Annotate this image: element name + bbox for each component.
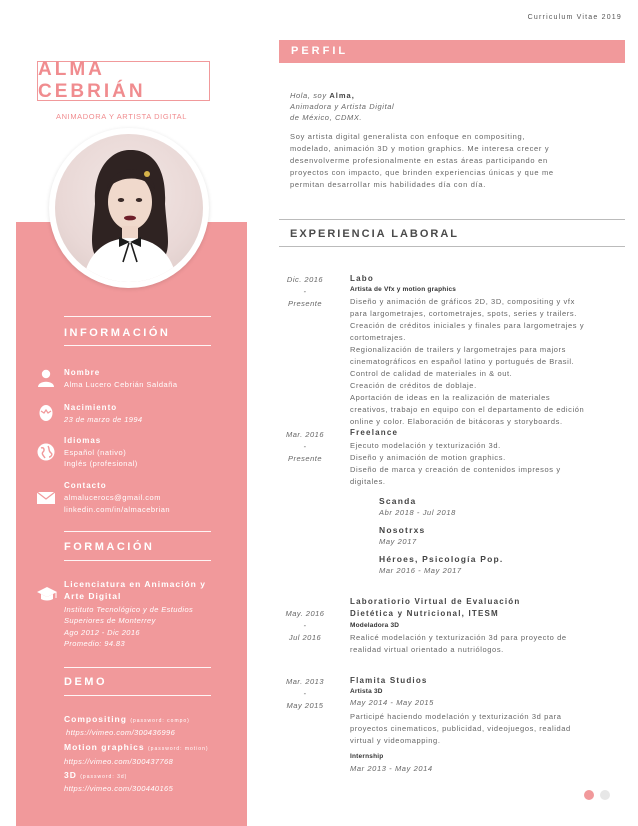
date-end: Presente — [287, 299, 323, 308]
job-flamita-role-2-date: Mar 2013 - May 2014 — [350, 764, 433, 773]
job-flamita-role-date: May 2014 - May 2015 — [350, 698, 434, 707]
greeting: Hola, soy — [290, 91, 327, 100]
demo-motion-link[interactable]: https://vimeo.com/300437768 — [64, 757, 174, 766]
client-scanda: Scanda — [379, 496, 417, 506]
date-end: May 2015 — [286, 701, 324, 710]
cv-label: Curriculum Vitae 2019 — [527, 14, 622, 21]
perfil-text-line: permitan desarrollar mis habilidades día con día. — [290, 180, 487, 189]
job-itesm-dates — [275, 608, 335, 644]
idiomas-label: Idiomas — [64, 436, 102, 445]
job-itesm-role: Modeladora 3D — [350, 622, 400, 629]
demo-rule-top — [64, 667, 211, 668]
experiencia-rule — [279, 246, 625, 247]
informacion-title: INFORMACIÓN — [64, 327, 171, 339]
intro-line-3: de México, CDMX. — [290, 113, 363, 122]
job-freelance-description — [350, 440, 620, 488]
demo-rule-bottom — [64, 695, 211, 696]
demo-compositing — [64, 714, 190, 724]
demo-motion-name: Motion graphics — [64, 742, 145, 752]
demo-title: DEMO — [64, 676, 107, 688]
date-separator: - — [303, 442, 307, 451]
info-rule-top — [64, 316, 211, 317]
client-nosotrxs-date: May 2017 — [379, 537, 417, 546]
globe-icon — [36, 442, 56, 462]
page-dot-active[interactable] — [584, 790, 594, 800]
formacion-detail-4: Promedio: 94.83 — [64, 639, 126, 648]
info-rule-bottom — [64, 345, 211, 346]
date-start: Dic. 2016 — [286, 275, 324, 284]
job-labo-title: Labo — [350, 274, 374, 283]
desc-line: Diseño y animación de motion graphics. — [350, 453, 506, 462]
demo-3d-name: 3D — [64, 770, 77, 780]
date-separator: - — [303, 621, 307, 630]
demo-motion — [64, 742, 209, 752]
job-freelance-title: Freelance — [350, 428, 399, 437]
degree-line-2: Arte Digital — [64, 591, 122, 601]
perfil-intro — [290, 90, 610, 123]
formacion-detail-3: Ago 2012 - Dic 2016 — [64, 628, 140, 637]
desc-line: virtual y videomapping. — [350, 736, 441, 745]
job-itesm-title-1: Laboratiorio Virtual de Evaluación — [350, 597, 521, 606]
perfil-text-line: proyectos con impacto, que brinden experiencias únicas y que me — [290, 168, 554, 177]
perfil-section-title: PERFIL — [279, 40, 625, 63]
desc-line: para largometrajes, cortometrajes, spots, series y trailers. — [350, 309, 577, 318]
job-labo-dates — [275, 274, 335, 310]
perfil-text — [290, 131, 610, 191]
person-name: ALMA CEBRIÁN — [38, 59, 146, 102]
date-separator: - — [303, 287, 307, 296]
formacion-title: FORMACIÓN — [64, 541, 155, 553]
job-flamita-title: Flamita Studios — [350, 676, 428, 685]
date-end: Jul 2016 — [288, 633, 322, 642]
job-flamita-dates — [275, 676, 335, 712]
degree-line-1: Licenciatura en Animación y — [64, 579, 206, 589]
desc-line: Control de calidad de materiales in & out. — [350, 369, 513, 378]
intro-line-2: Animadora y Artista Digital — [290, 102, 395, 111]
desc-line: realidad virtual orientado a nutriólogos. — [350, 645, 504, 654]
job-flamita-description — [350, 711, 620, 747]
date-start: May. 2016 — [285, 609, 325, 618]
perfil-text-line: Soy artista digital generalista con enfoque en compositing, — [290, 132, 526, 141]
desc-line: cinematográficos en español latino y portugués de Brasil. — [350, 357, 575, 366]
job-flamita-role: Artista 3D — [350, 688, 383, 695]
client-heroes: Héroes, Psicología Pop. — [379, 554, 504, 564]
demo-3d — [64, 770, 127, 780]
contacto-email[interactable]: almalucerocs@gmail.com — [64, 493, 161, 502]
portrait-illustration — [55, 134, 203, 282]
contacto-label: Contacto — [64, 481, 107, 490]
demo-compositing-name: Compositing — [64, 714, 127, 724]
contacto-linkedin[interactable]: linkedin.com/in/almacebrian — [64, 505, 171, 514]
experiencia-rule-top — [279, 219, 625, 220]
perfil-text-line: desenvolverme profesionalmente en estas áreas participando en — [290, 156, 548, 165]
idiomas-value-2: Inglés (profesional) — [64, 459, 138, 468]
job-freelance-dates — [275, 429, 335, 465]
desc-line: proyectos cinematicos, publicidad, videojuegos, realidad — [350, 724, 571, 733]
nacimiento-label: Nacimiento — [64, 403, 118, 412]
job-labo-description — [350, 296, 620, 428]
page-dot-inactive[interactable] — [600, 790, 610, 800]
desc-line: Regionalización de trailers y largometrajes para majors — [350, 345, 566, 354]
desc-line: Creación de créditos de doblaje. — [350, 381, 477, 390]
idiomas-value-1: Español (nativo) — [64, 448, 127, 457]
date-separator: - — [303, 689, 307, 698]
desc-line: Realicé modelación y texturización 3d para proyecto de — [350, 633, 567, 642]
job-itesm-title-2: Dietética y Nutricional, ITESM — [350, 609, 499, 618]
greeting-name: Alma, — [329, 91, 355, 100]
nacimiento-value: 23 de marzo de 1994 — [64, 415, 143, 424]
formacion-detail-1: Instituto Tecnológico y de Estudios — [64, 605, 194, 614]
desc-line: digitales. — [350, 477, 386, 486]
desc-line: Ejecuto modelación y texturización 3d. — [350, 441, 501, 450]
demo-compositing-password: (password: compo) — [130, 718, 190, 724]
desc-line: Creación de créditos iniciales y finales para largometrajes y — [350, 321, 585, 330]
perfil-text-line: modelado, animación 3D y motion graphics. Me interesa crecer y — [290, 144, 550, 153]
demo-motion-password: (password: motion) — [148, 746, 209, 752]
graduation-cap-icon — [36, 584, 56, 604]
job-labo-role: Artista de Vfx y motion graphics — [350, 286, 457, 293]
user-icon — [36, 368, 56, 388]
egg-icon — [36, 402, 56, 422]
desc-line: Diseño de marca y creación de contenidos impresos y — [350, 465, 561, 474]
demo-3d-link[interactable]: https://vimeo.com/300440165 — [64, 784, 174, 793]
experiencia-title: EXPERIENCIA LABORAL — [290, 228, 459, 240]
client-scanda-date: Abr 2018 - Jul 2018 — [379, 508, 456, 517]
person-subtitle: ANIMADORA Y ARTISTA DIGITAL — [56, 112, 187, 121]
nombre-value: Alma Lucero Cebrián Saldaña — [64, 380, 178, 389]
profile-photo — [49, 128, 209, 288]
desc-line: online y color. Elaboración de bitácoras y storyboards. — [350, 417, 563, 426]
desc-line: creativos, trabajo en equipo con el departamento de edición — [350, 405, 585, 414]
desc-line: Diseño y animación de gráficos 2D, 3D, compositing y vfx — [350, 297, 575, 306]
demo-compositing-link[interactable]: https://vimeo.com/300436996 — [66, 728, 176, 737]
job-itesm-description — [350, 632, 620, 656]
date-start: Mar. 2013 — [286, 677, 324, 686]
nombre-label: Nombre — [64, 368, 101, 377]
formacion-rule-bottom — [64, 560, 211, 561]
job-flamita-role-2: Internship — [350, 753, 384, 760]
formacion-detail-2: Superiores de Monterrey — [64, 616, 156, 625]
date-start: Mar. 2016 — [286, 430, 324, 439]
desc-line: cortometrajes. — [350, 333, 406, 342]
desc-line: Aportación de ideas en la realización de materiales — [350, 393, 551, 402]
date-end: Presente — [287, 454, 323, 463]
name-box — [37, 61, 210, 101]
demo-3d-password: (password: 3d) — [80, 774, 128, 780]
desc-line: Participé haciendo modelación y texturización 3d para — [350, 712, 562, 721]
client-nosotrxs: Nosotrxs — [379, 525, 426, 535]
envelope-icon — [36, 488, 56, 508]
client-heroes-date: Mar 2016 - May 2017 — [379, 566, 462, 575]
formacion-rule-top — [64, 531, 211, 532]
